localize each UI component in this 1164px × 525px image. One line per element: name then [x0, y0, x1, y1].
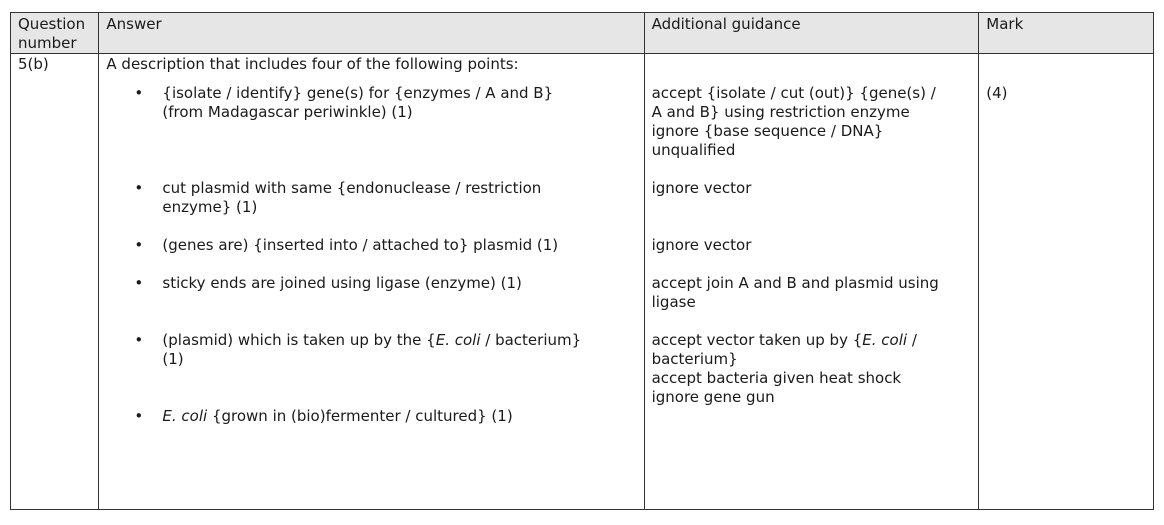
guidance-line: bacterium}: [651, 350, 738, 368]
point-line: enzyme} (1): [162, 198, 258, 216]
guidance-text-part: accept vector taken up by {: [651, 331, 863, 349]
guidance-text-italic: E. coli: [862, 331, 908, 349]
answer-point-text: [162, 407, 636, 426]
point-line: {isolate / identify} gene(s) for {enzymes / A and B}: [162, 84, 554, 102]
bullet-icon: •: [134, 407, 144, 425]
guidance-line: ignore gene gun: [651, 388, 775, 406]
guidance-line: ignore vector: [651, 179, 752, 197]
point-line: sticky ends are joined using ligase (enzyme) (1): [162, 274, 522, 292]
guidance-line: ignore {base sequence / DNA}: [651, 122, 884, 140]
answer-point-1: [134, 84, 636, 122]
guidance-line: accept {isolate / cut (out)} {gene(s) /: [651, 84, 936, 102]
header-answer: Answer: [99, 13, 644, 54]
guidance-block-4: [652, 274, 972, 312]
guidance-line: [652, 331, 972, 350]
bullet-icon: •: [134, 236, 144, 254]
guidance-block-2: [652, 179, 972, 198]
guidance-block-3: [652, 236, 972, 255]
guidance-line: ligase: [651, 293, 696, 311]
mark-scheme-table: [10, 12, 1154, 510]
answer-point-text: [162, 179, 636, 217]
header-row: [11, 13, 1154, 54]
header-question-number: Question number: [11, 13, 99, 54]
answer-point-text: [162, 331, 636, 369]
point-text-italic: E. coli: [162, 407, 208, 425]
guidance-block-1: [652, 84, 972, 160]
bullet-icon: •: [134, 274, 144, 292]
point-line: (from Madagascar periwinkle) (1): [162, 103, 413, 121]
point-line: (1): [162, 350, 184, 368]
guidance-line: accept join A and B and plasmid using: [651, 274, 939, 292]
question-number-cell: 5(b): [11, 54, 99, 510]
mark-value: (4): [986, 84, 1008, 102]
guidance-text-part: /: [907, 331, 917, 349]
point-line: cut plasmid with same {endonuclease / restriction: [162, 179, 542, 197]
guidance-block-5: [652, 331, 972, 407]
guidance-line: unqualified: [651, 141, 736, 159]
point-text-italic: E. coli: [435, 331, 481, 349]
answer-point-5: [134, 331, 636, 369]
answer-point-3: [134, 236, 636, 255]
guidance-line: A and B} using restriction enzyme: [651, 103, 910, 121]
answer-point-4: [134, 274, 636, 293]
point-line: [162, 331, 636, 350]
header-mark: Mark: [979, 13, 1154, 54]
point-line: (genes are) {inserted into / attached to} plasmid (1): [162, 236, 559, 254]
answer-point-text: [162, 84, 636, 122]
point-text-part: / bacterium}: [480, 331, 582, 349]
bullet-icon: •: [134, 84, 144, 102]
guidance-cell: [644, 54, 979, 510]
guidance-line: accept bacteria given heat shock: [651, 369, 902, 387]
bullet-icon: •: [134, 331, 144, 349]
answer-point-text: [162, 274, 636, 293]
answer-cell: [99, 54, 644, 510]
answer-point-text: [162, 236, 636, 255]
answer-point-2: [134, 179, 636, 217]
guidance-line: ignore vector: [651, 236, 752, 254]
answer-point-6: [134, 407, 636, 426]
bullet-icon: •: [134, 179, 144, 197]
header-additional-guidance: Additional guidance: [644, 13, 979, 54]
point-text-part: {grown in (bio)fermenter / cultured} (1): [207, 407, 513, 425]
point-line: [162, 407, 636, 426]
answer-row: [11, 54, 1154, 510]
point-text-part: (plasmid) which is taken up by the {: [162, 331, 436, 349]
answer-intro: A description that includes four of the following points:: [106, 55, 519, 73]
mark-cell: [979, 54, 1154, 510]
